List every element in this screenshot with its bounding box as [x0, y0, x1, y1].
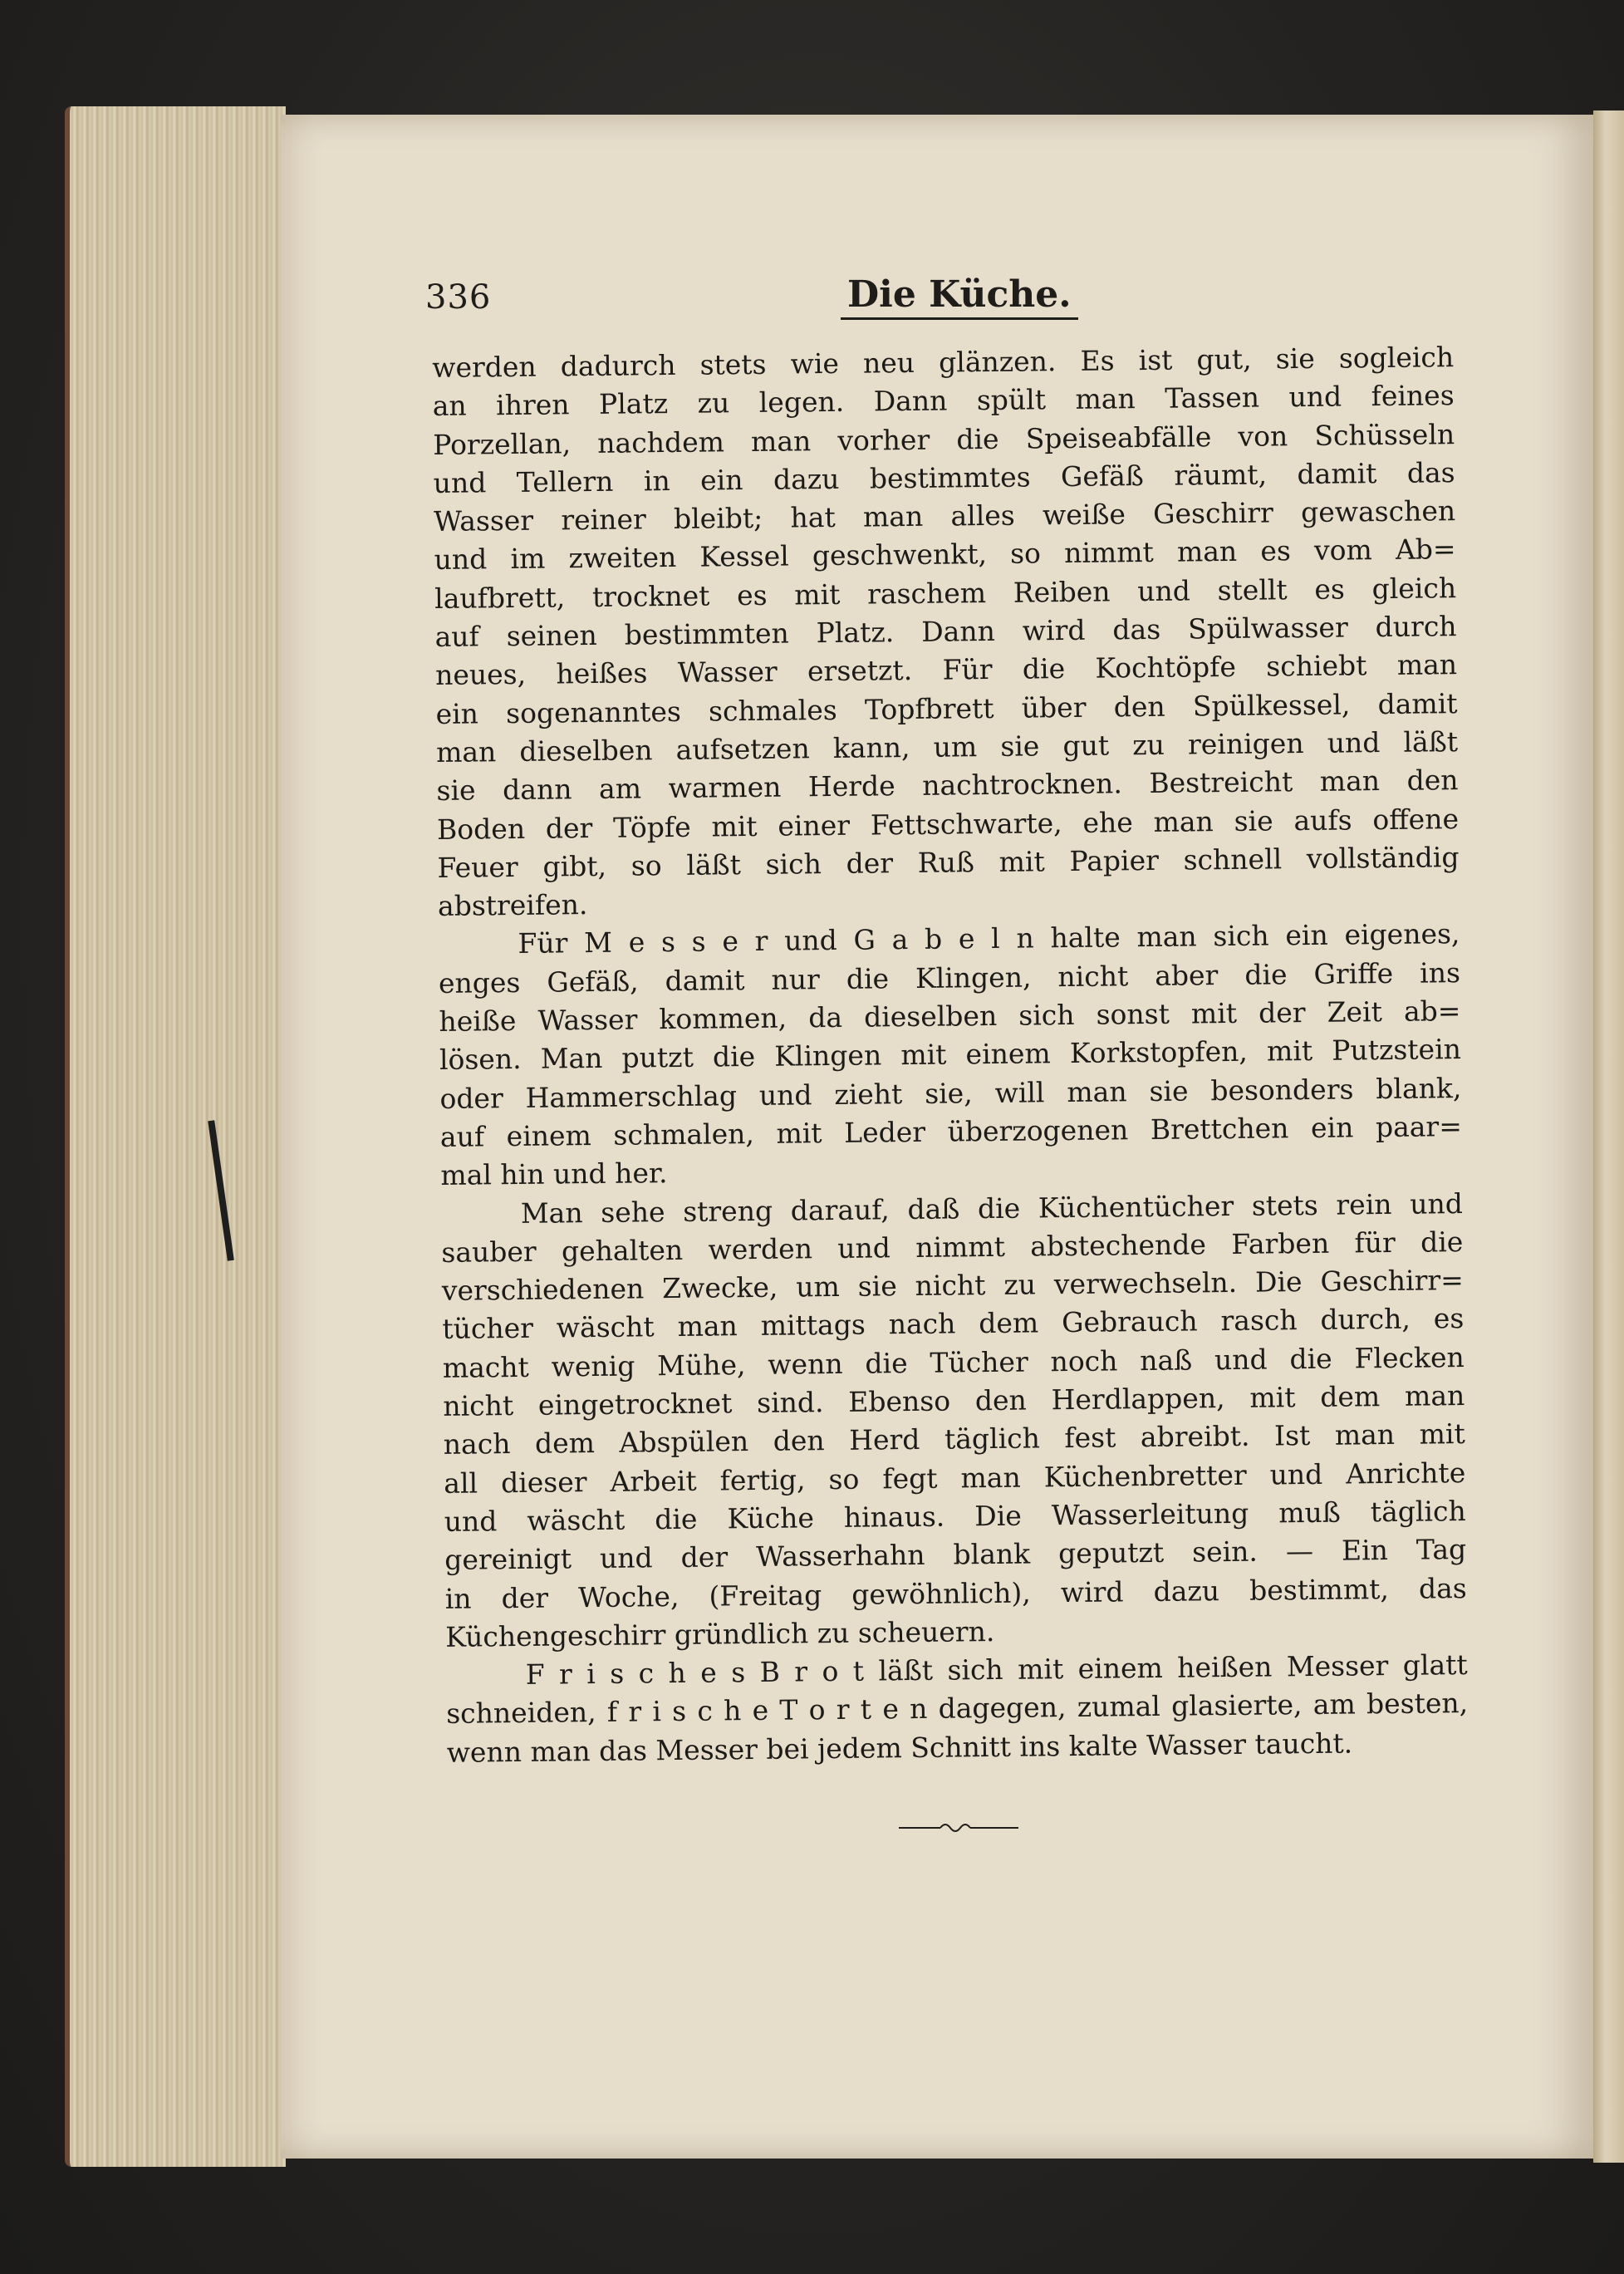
text-line: mal hin und her.: [440, 1157, 668, 1192]
text-line: macht wenig Mühe, wenn die Tücher noch naß und die Flecken: [442, 1340, 1465, 1384]
text-line: auf seinen bestimmten Platz. Dann wird das Spülwasser durch: [434, 610, 1457, 654]
text-line: all dieser Arbeit fertig, so fegt man Küchenbretter und Anrichte: [444, 1456, 1466, 1500]
text-line: F r i s c h e s B r o t läßt sich mit einem heißen Messer glatt: [525, 1648, 1468, 1691]
text-line: an ihren Platz zu legen. Dann spült man Tassen und feines: [432, 379, 1455, 423]
text-line: und im zweiten Kessel geschwenkt, so nimmt man es vom Ab=: [434, 533, 1456, 577]
text-line: auf einem schmalen, mit Leder überzogenen Brettchen ein paar=: [439, 1110, 1463, 1153]
text-line: wenn man das Messer bei jedem Schnitt ins kalte Wasser taucht.: [446, 1726, 1353, 1769]
text-line: Küchengeschirr gründlich zu scheuern.: [445, 1614, 995, 1653]
page-number: 336: [425, 278, 492, 317]
text-line: schneiden, f r i s c h e T o r t e n dagegen, zumal glasierte, am besten,: [445, 1687, 1469, 1731]
text-line: oder Hammerschlag und zieht sie, will man sie besonders blank,: [439, 1071, 1462, 1115]
text-line: Boden der Töpfe mit einer Fettschwarte, ehe man sie aufs offene: [436, 802, 1460, 846]
text-line: neues, heißes Wasser ersetzt. Für die Kochtöpfe schiebt man: [434, 648, 1458, 692]
text-line: Für M e s s e r und G a b e l n halte man sich ein eigenes,: [518, 917, 1460, 960]
page-edges: [65, 106, 286, 2167]
text-line: tücher wäscht man mittags nach dem Gebrauch rasch durch, es: [442, 1302, 1465, 1346]
book-gutter: [1593, 111, 1624, 2163]
text-line: Man sehe streng darauf, daß die Küchentücher stets rein und: [520, 1186, 1464, 1230]
ornament-divider: [897, 1820, 1022, 1836]
text-line: ein sogenanntes schmales Topfbrett über den Spülkessel, damit: [435, 686, 1458, 730]
text-line: und wäscht die Küche hinaus. Die Wasserleitung muß täglich: [444, 1494, 1466, 1538]
text-line: in der Woche, (Freitag gewöhnlich), wird dazu bestimmt, das: [444, 1571, 1467, 1615]
text-line: verschiedenen Zwecke, um sie nicht zu verwechseln. Die Geschirr=: [441, 1264, 1465, 1308]
running-title: Die Küche.: [841, 273, 1078, 320]
text-line: werden dadurch stets wie neu glänzen. Es ist gut, sie sogleich: [432, 341, 1455, 384]
text-line: und Tellern in ein dazu bestimmtes Gefäß räumt, damit das: [433, 456, 1455, 499]
body-text: [432, 338, 1469, 1772]
text-line: nicht eingetrocknet sind. Ebenso den Herdlappen, mit dem man: [443, 1379, 1465, 1422]
text-line: Porzellan, nachdem man vorher die Speiseabfälle von Schüsseln: [433, 417, 1455, 461]
text-line: gereinigt und der Wasserhahn blank geputzt sein. — Ein Tag: [444, 1533, 1467, 1577]
text-line: enges Gefäß, damit nur die Klingen, nicht aber die Griffe ins: [438, 955, 1461, 999]
text-line: lösen. Man putzt die Klingen mit einem Korkstopfen, mit Putzstein: [439, 1033, 1462, 1077]
text-line: abstreifen.: [437, 888, 588, 923]
text-line: heiße Wasser kommen, da dieselben sich sonst mit der Zeit ab=: [439, 995, 1461, 1039]
text-line: Wasser reiner bleibt; hat man alles weiße Geschirr gewaschen: [433, 494, 1456, 538]
text-line: sauber gehalten werden und nimmt abstechende Farben für die: [441, 1225, 1464, 1269]
text-line: nach dem Abspülen den Herd täglich fest abreibt. Ist man mit: [443, 1417, 1465, 1461]
page-header: [425, 273, 1455, 320]
text-line: Feuer gibt, so läßt sich der Ruß mit Papier schnell vollständig: [437, 840, 1460, 884]
text-line: man dieselben aufsetzen kann, um sie gut zu reinigen und läßt: [435, 725, 1459, 769]
text-line: laufbrett, trocknet es mit raschem Reiben und stellt es gleich: [434, 571, 1457, 615]
text-line: sie dann am warmen Herde nachtrocknen. Bestreicht man den: [436, 764, 1459, 808]
